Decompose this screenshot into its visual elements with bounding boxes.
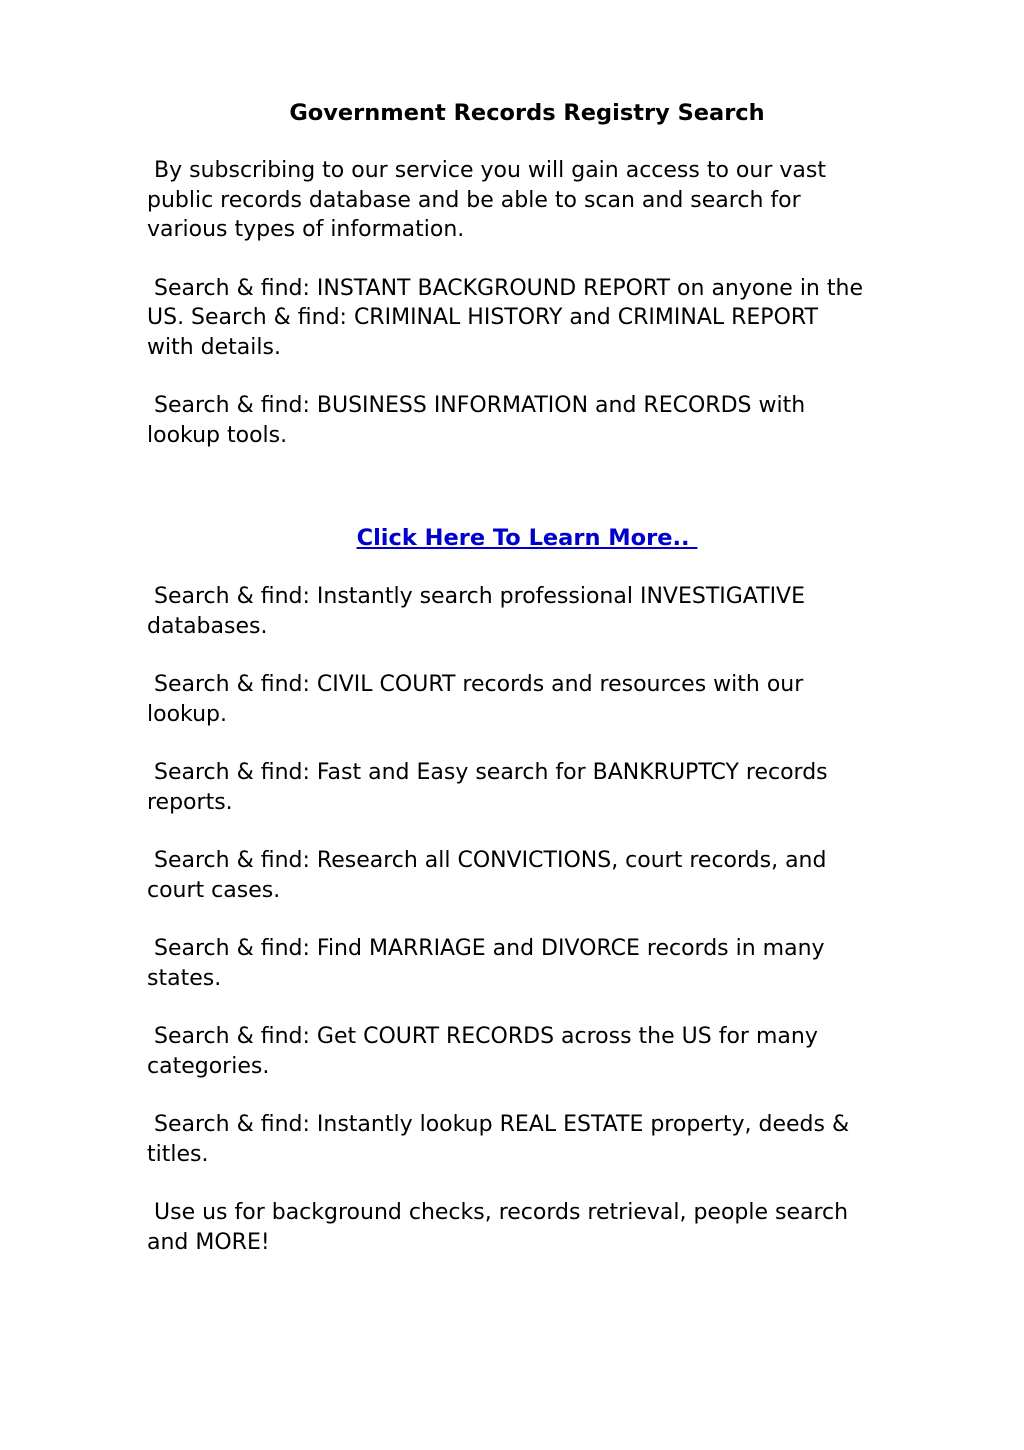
learn-more-link[interactable]: Click Here To Learn More.. (356, 525, 698, 551)
investigative-paragraph: Search & find: Instantly search professional INVESTIGATIVE databases. (147, 584, 806, 639)
document-page (147, 98, 957, 1286)
marriage-divorce-paragraph: Search & find: Find MARRIAGE and DIVORCE records in many states. (147, 936, 825, 991)
court-records-paragraph: Search & find: Get COURT RECORDS across the US for many categories. (147, 1024, 818, 1079)
background-report-paragraph: Search & find: INSTANT BACKGROUND REPORT on anyone in the US. Search & find: CRIMINAL HISTORY and CRIMINAL REPORT with details. (147, 275, 863, 360)
civil-court-paragraph: Search & find: CIVIL COURT records and resources with our lookup. (147, 672, 804, 727)
business-info-paragraph: Search & find: BUSINESS INFORMATION and RECORDS with lookup tools. (147, 393, 806, 448)
intro-paragraph: By subscribing to our service you will gain access to our vast public records database and be able to scan and search for various types of information. (147, 158, 826, 242)
closing-paragraph: Use us for background checks, records retrieval, people search and MORE! (147, 1200, 849, 1255)
convictions-paragraph: Search & find: Research all CONVICTIONS, court records, and court cases. (147, 848, 827, 903)
bankruptcy-paragraph: Search & find: Fast and Easy search for BANKRUPTCY records reports. (147, 760, 828, 815)
cta-container (147, 523, 957, 555)
real-estate-paragraph: Search & find: Instantly lookup REAL ESTATE property, deeds & titles. (147, 1112, 850, 1167)
document-title: Government Records Registry Search (289, 100, 765, 126)
